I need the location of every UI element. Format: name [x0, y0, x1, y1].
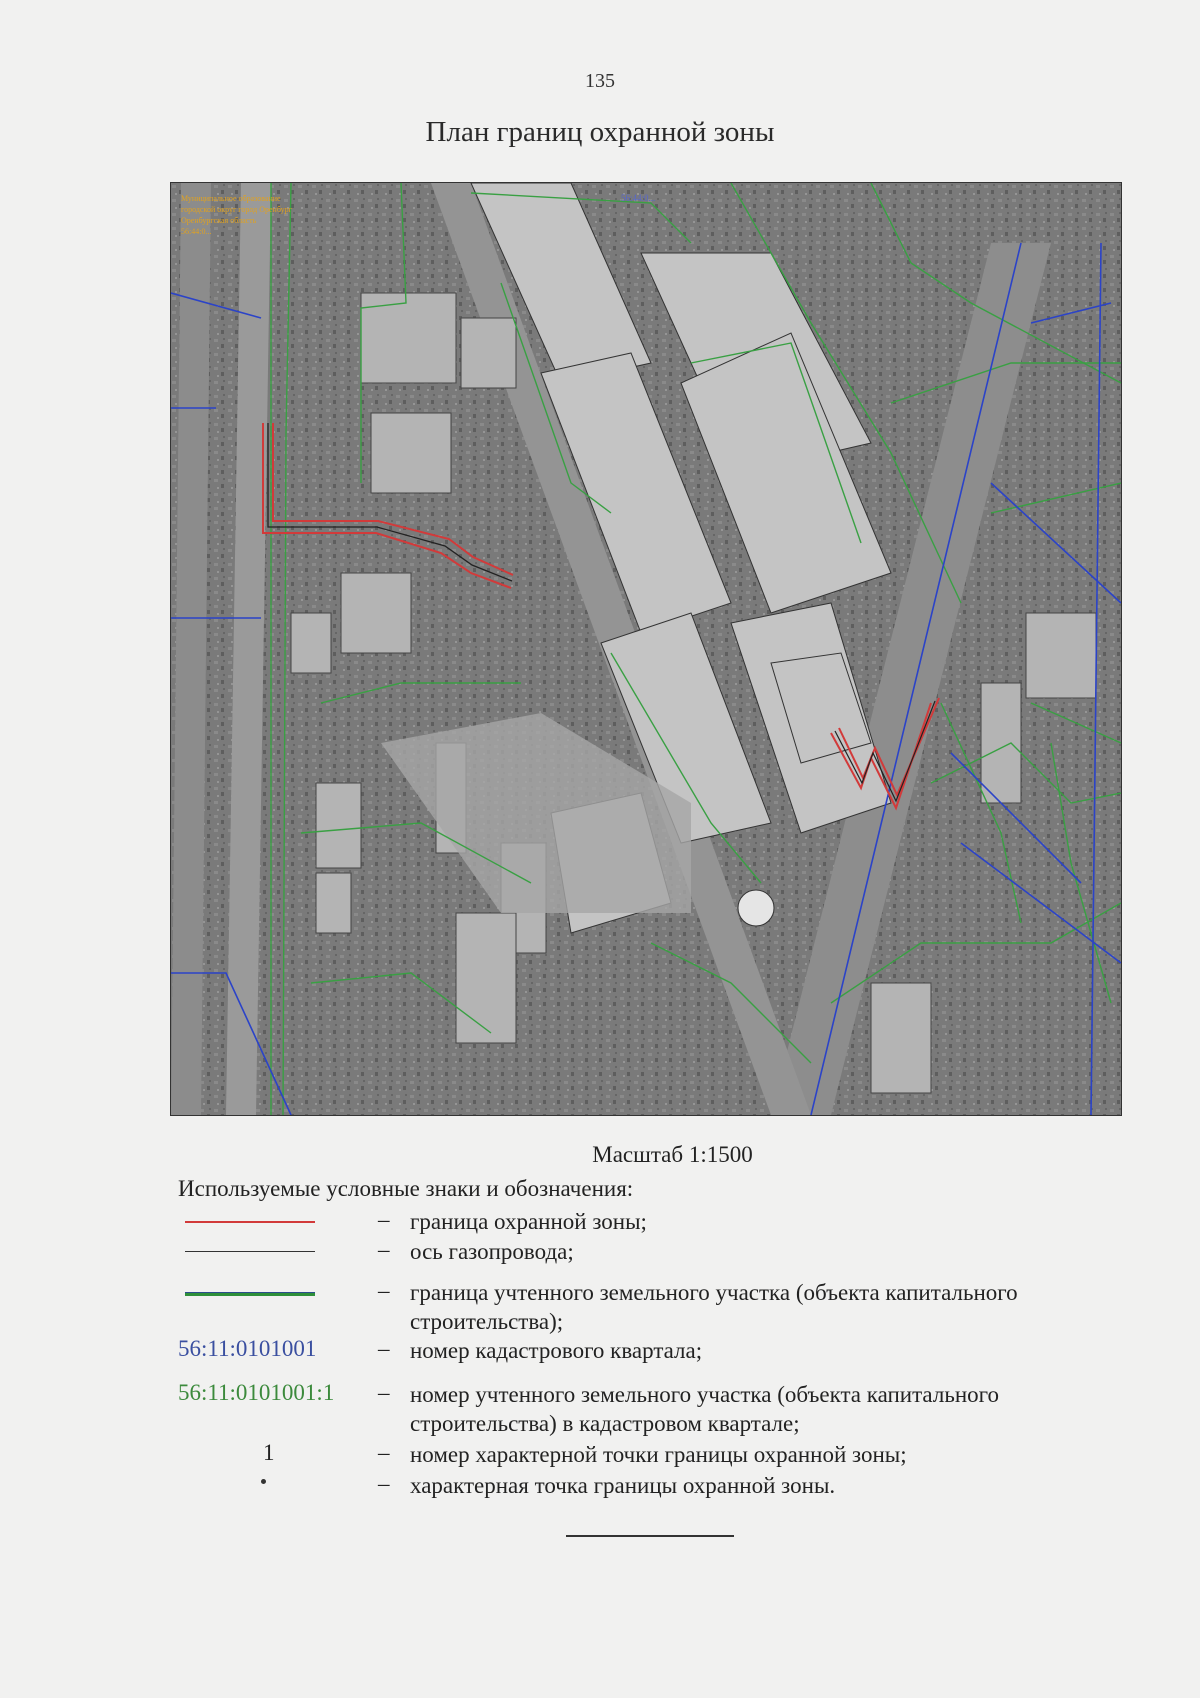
- page-number: 135: [585, 70, 615, 92]
- legend-text: граница охранной зоны;: [410, 1209, 647, 1234]
- end-separator: [566, 1535, 734, 1537]
- legend-text: характерная точка границы охранной зоны.: [410, 1473, 836, 1498]
- parcel-number-symbol: 56:11:0101001:1: [178, 1380, 335, 1405]
- quarter-number-symbol: 56:11:0101001: [178, 1336, 317, 1361]
- map-quarter-label: 56:44:0...: [621, 193, 656, 203]
- red-line-symbol: [185, 1221, 315, 1223]
- legend-text: граница учтенного земельного участка (объекта капитального строительства);: [410, 1280, 1018, 1334]
- point-number-symbol: 1: [263, 1440, 275, 1465]
- page-title: План границ охранной зоны: [425, 116, 775, 148]
- aerial-map: [170, 182, 1122, 1116]
- stamp-line-2: городской округ город Оренбург: [181, 205, 292, 214]
- point-dot-symbol: [261, 1479, 266, 1484]
- stamp-line-1: Муниципальное образование: [181, 194, 281, 203]
- stamp-line-4: 56:44:0...: [181, 227, 212, 236]
- black-line-symbol: [185, 1251, 315, 1252]
- legend-text: номер характерной точки границы охранной зоны;: [410, 1442, 907, 1467]
- stamp-line-3: Оренбургская область: [181, 216, 257, 225]
- legend-text: номер кадастрового квартала;: [410, 1338, 703, 1363]
- legend-text: ось газопровода;: [410, 1239, 574, 1264]
- green-line-symbol: [185, 1292, 315, 1296]
- map-scale: Масштаб 1:1500: [592, 1142, 753, 1167]
- legend-text: номер учтенного земельного участка (объекта капитального строительства) в кадастровом квартале;: [410, 1382, 999, 1436]
- legend-heading: Используемые условные знаки и обозначения:: [178, 1176, 634, 1201]
